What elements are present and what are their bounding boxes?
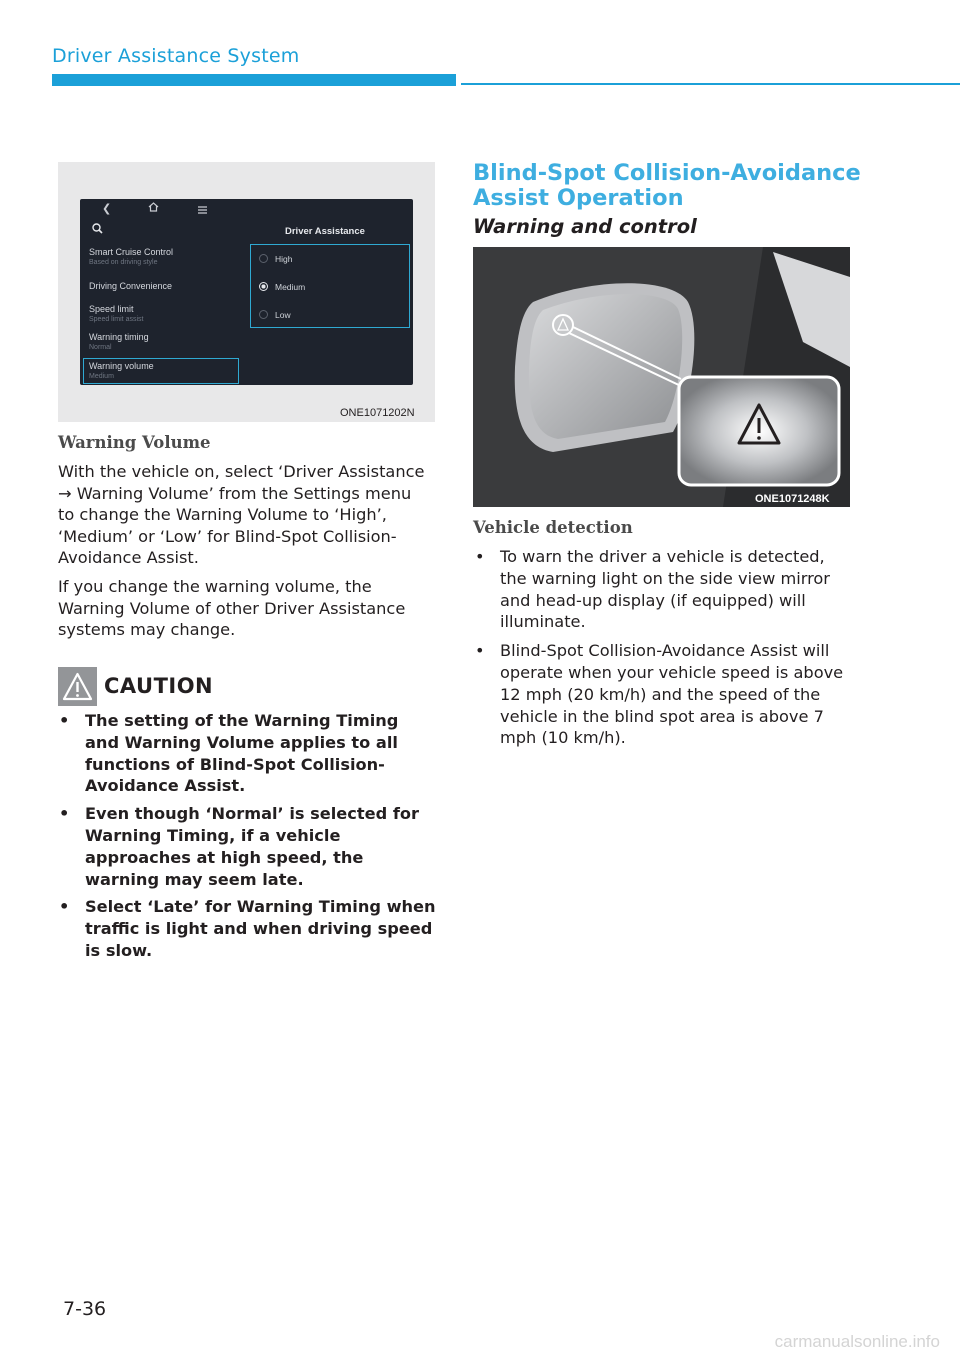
operation-subtitle: Warning and control [473,215,697,238]
option-high [259,254,292,264]
menu-icon [198,204,207,217]
back-icon: ❮ [102,202,112,215]
vehicle-detection-item: • Blind-Spot Collision-Avoidance Assist will operate when your vehicle speed is above 12 mph (20 km/h) and the speed of the vehicle in the blind spot area is above 7 mph (10 km/h). [473,640,853,749]
search-icon [92,223,103,237]
vehicle-detection-heading: Vehicle detection [473,518,633,537]
caution-item: • Even though ‘Normal’ is selected for Warning Timing, if a vehicle approaches at high speed, the warning may seem late. [58,803,438,890]
menu-item-label: Warning volume [89,361,154,371]
radio-icon [259,310,268,319]
option-label: Low [275,310,291,320]
option-label: Medium [275,282,306,292]
operation-title-line1: Blind-Spot Collision-Avoidance [473,160,861,186]
caution-list [58,710,438,968]
caution-item: • The setting of the Warning Timing and Warning Volume applies to all functions of Blind-Spot Collision-Avoidance Assist. [58,710,438,797]
warning-volume-para1: With the vehicle on, select ‘Driver Assistance → Warning Volume’ from the Settings menu to change the Warning Volume to ‘High’, ‘Medium’ or ‘Low’ for Blind-Spot Collision-Avoidance Assist. [58,462,425,567]
menu-item-label: Smart Cruise Control [89,247,174,257]
header-rule-thin [461,83,960,85]
radio-selected-icon [259,282,268,291]
menu-item-label: Driving Convenience [89,281,173,291]
page-number: 7-36 [63,1298,107,1320]
side-mirror-illustration [473,247,850,507]
menu-item-sub: Medium [89,373,114,380]
screen-title: Driver Assistance [285,226,365,237]
menu-item-label: Speed limit [89,304,134,314]
header-rule-thick [52,74,456,86]
option-label: High [275,254,293,264]
screen-topbar [80,199,413,221]
menu-item-smart-cruise [89,247,173,267]
warning-volume-para2: If you change the warning volume, the Warning Volume of other Driver Assistance systems may change. [58,577,406,639]
home-icon [148,202,159,215]
radio-icon [259,254,268,263]
menu-item-sub: Speed limit assist [89,316,144,323]
menu-item-sub: Normal [89,344,112,351]
watermark: carmanualsonline.info [774,1332,940,1351]
caution-item: • Select ‘Late’ for Warning Timing when traffic is light and when driving speed is slow. [58,896,438,961]
figure-code: ONE1071248K [755,493,830,505]
side-mirror-figure [473,247,850,507]
infotainment-screen [80,199,413,385]
menu-item-sub: Based on driving style [89,259,158,266]
menu-item-label: Warning timing [89,332,149,342]
menu-item-warning-volume [83,358,239,384]
section-header: Driver Assistance System [52,45,300,67]
menu-item-driving-convenience [89,281,172,292]
settings-screen-figure [58,162,435,422]
warning-volume-heading: Warning Volume [58,433,211,452]
menu-item-speed-limit [89,304,143,324]
operation-title-line2: Assist Operation [473,185,684,211]
option-medium [259,282,305,292]
caution-label: CAUTION [104,674,214,698]
figure-code: ONE1071202N [340,407,415,419]
vehicle-detection-list [473,546,853,756]
caution-icon [58,667,97,706]
vehicle-detection-item: • To warn the driver a vehicle is detected, the warning light on the side view mirror and head-up display (if equipped) will illuminate. [473,546,853,633]
volume-options-panel [250,244,410,328]
menu-item-warning-timing [89,332,149,352]
operation-title [473,161,861,211]
option-low [259,310,291,320]
